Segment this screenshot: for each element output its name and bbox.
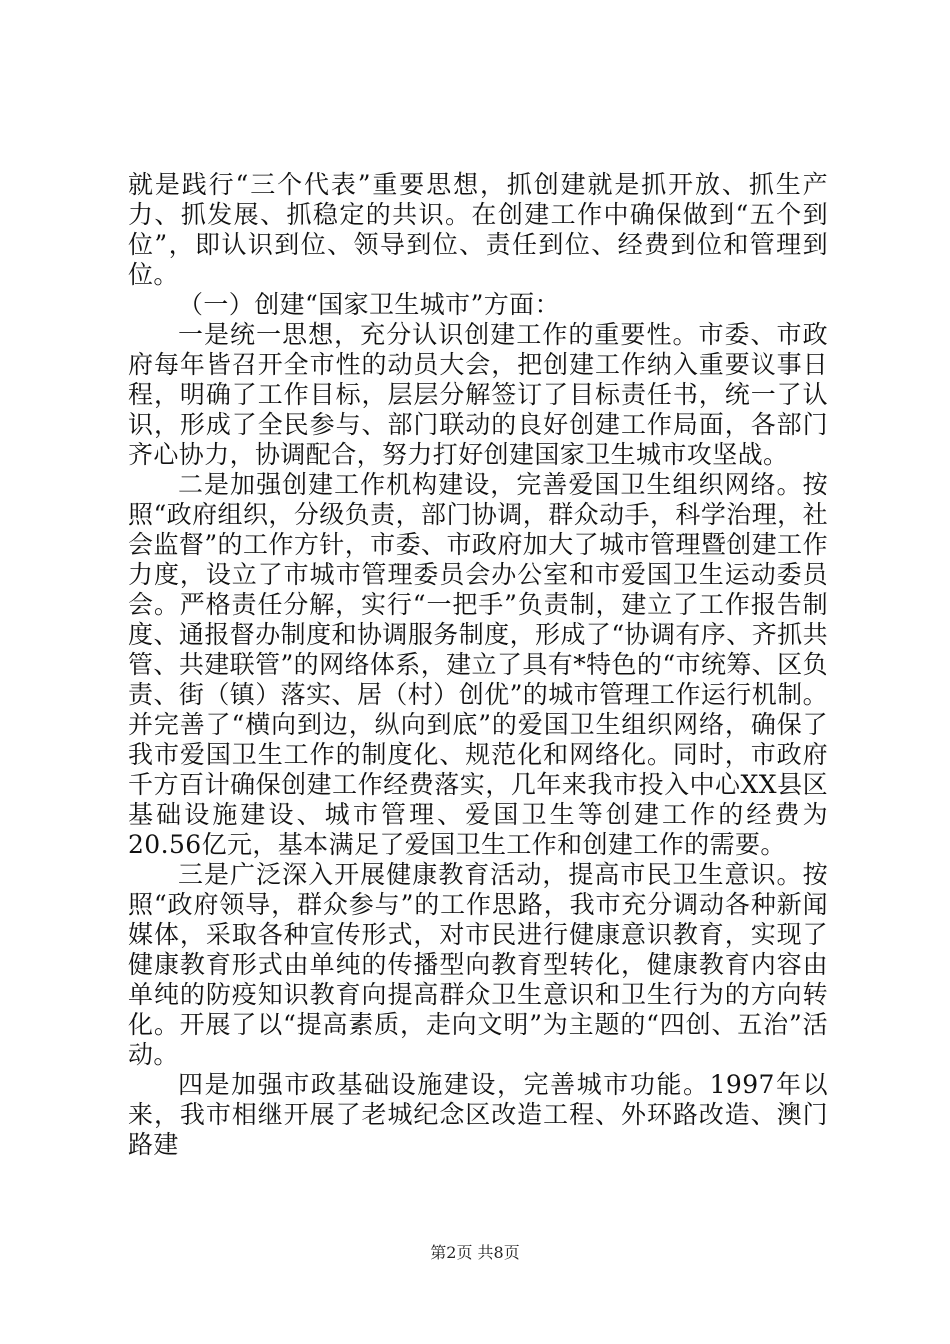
page-number: 第2页 共8页 [430,1243,520,1262]
paragraph-continuation: 就是践行“三个代表”重要思想，抓创建就是抓开放、抓生产力、抓发展、抓稳定的共识。在创建工作中确保做到“五个到位”，即认识到位、领导到位、责任到位、经费到位和管理到位。 [128,170,828,289]
document-body [128,170,828,1160]
paragraph: 二是加强创建工作机构建设，完善爱国卫生组织网络。按照“政府组织，分级负责，部门协调，群众动手，科学治理，社会监督”的工作方针，市委、市政府加大了城市管理暨创建工作力度，设立了市城市管理委员会办公室和市爱国卫生运动委员会。严格责任分解，实行“一把手”负责制，建立了工作报告制度、通报督办制度和协调服务制度，形成了“协调有序、齐抓共管、共建联管”的网络体系，建立了具有*特色的“市统筹、区负责、街（镇）落实、居（村）创优”的城市管理工作运行机制。并完善了“横向到边，纵向到底”的爱国卫生组织网络，确保了我市爱国卫生工作的制度化、规范化和网络化。同时，市政府千方百计确保创建工作经费落实，几年来我市投入中心XX县区基础设施建设、城市管理、爱国卫生等创建工作的经费为20.56亿元，基本满足了爱国卫生工作和创建工作的需要。 [128,470,828,859]
paragraph: 三是广泛深入开展健康教育活动，提高市民卫生意识。按照“政府领导，群众参与”的工作思路，我市充分调动各种新闻媒体，采取各种宣传形式，对市民进行健康意识教育，实现了健康教育形式由单纯的传播型向教育型转化，健康教育内容由单纯的防疫知识教育向提高群众卫生意识和卫生行为的方向转化。开展了以“提高素质，走向文明”为主题的“四创、五治”活动。 [128,860,828,1069]
paragraph: 四是加强市政基础设施建设，完善城市功能。1997年以来，我市相继开展了老城纪念区改造工程、外环路改造、澳门路建 [128,1070,828,1159]
page-footer [0,1243,950,1263]
section-heading: （一）创建“国家卫生城市”方面： [178,290,560,319]
paragraph: 一是统一思想，充分认识创建工作的重要性。市委、市政府每年皆召开全市性的动员大会，把创建工作纳入重要议事日程，明确了工作目标，层层分解签订了目标责任书，统一了认识，形成了全民参与、部门联动的良好创建工作局面，各部门齐心协力，协调配合，努力打好创建国家卫生城市攻坚战。 [128,320,828,469]
